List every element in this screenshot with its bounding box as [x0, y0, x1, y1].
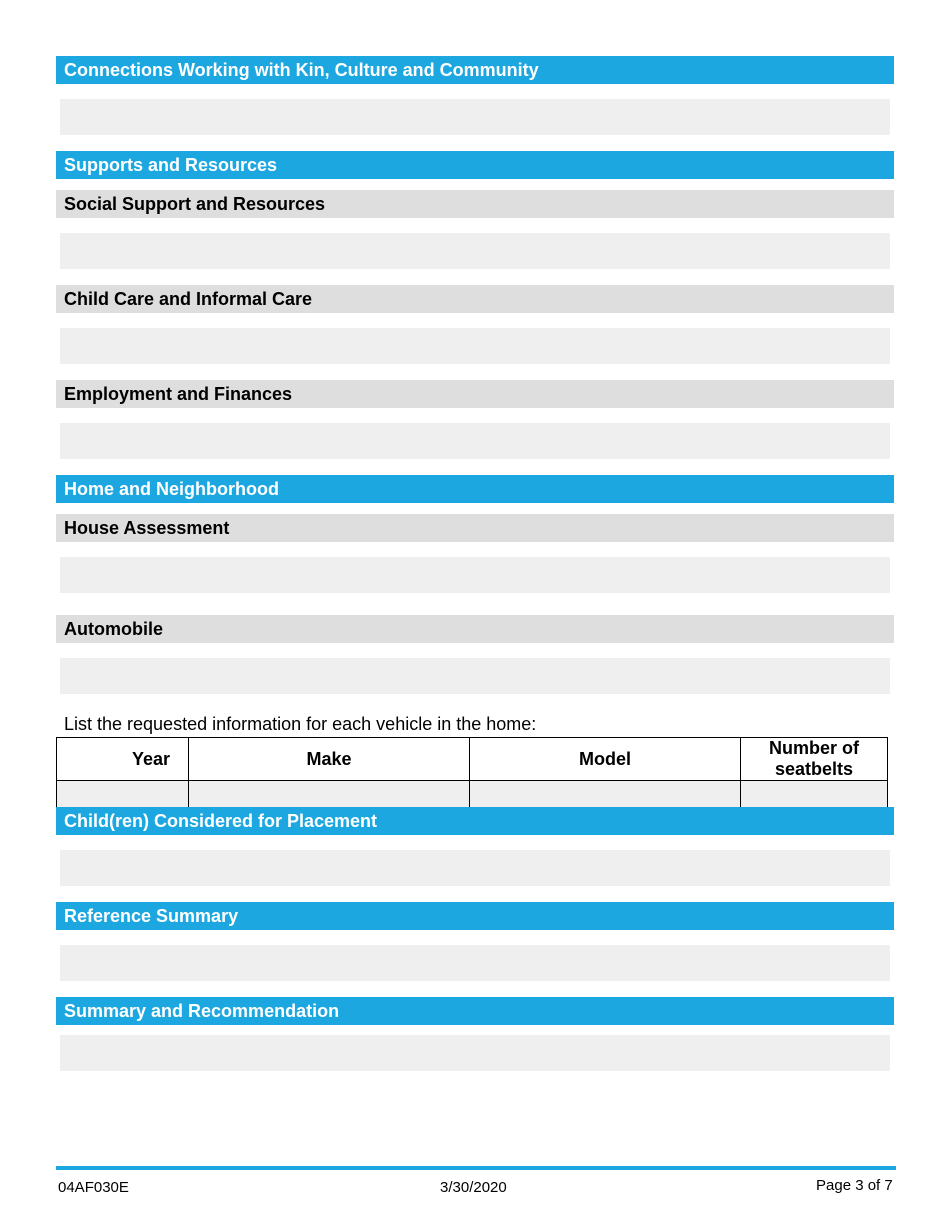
seatbelts-cell[interactable] [741, 781, 888, 810]
column-header-seatbelts: Number of seatbelts [741, 738, 888, 781]
year-cell[interactable] [57, 781, 189, 810]
vehicle-instruction: List the requested information for each vehicle in the home: [64, 714, 537, 734]
subsection-header-automobile: Automobile [56, 615, 894, 643]
section-header-supports: Supports and Resources [56, 151, 894, 179]
vehicle-table-header-row [57, 738, 888, 781]
column-header-year: Year [57, 738, 189, 781]
subsection-header-social-support: Social Support and Resources [56, 190, 894, 218]
reference-field[interactable] [60, 945, 890, 981]
model-cell[interactable] [470, 781, 741, 810]
table-row [57, 781, 888, 810]
section-header-connections: Connections Working with Kin, Culture and Community [56, 56, 894, 84]
section-header-reference: Reference Summary [56, 902, 894, 930]
house-assessment-field[interactable] [60, 557, 890, 593]
child-care-field[interactable] [60, 328, 890, 364]
form-number: 04AF030E [58, 1179, 129, 1196]
social-support-field[interactable] [60, 233, 890, 269]
summary-field[interactable] [60, 1035, 890, 1071]
column-header-make: Make [189, 738, 470, 781]
vehicle-table [56, 737, 888, 810]
subsection-header-employment: Employment and Finances [56, 380, 894, 408]
section-header-children: Child(ren) Considered for Placement [56, 807, 894, 835]
column-header-model: Model [470, 738, 741, 781]
section-header-summary: Summary and Recommendation [56, 997, 894, 1025]
section-header-home: Home and Neighborhood [56, 475, 894, 503]
subsection-header-child-care: Child Care and Informal Care [56, 285, 894, 313]
page-number: Page 3 of 7 [816, 1177, 893, 1194]
children-field[interactable] [60, 850, 890, 886]
footer-divider [56, 1166, 896, 1170]
automobile-field[interactable] [60, 658, 890, 694]
make-cell[interactable] [189, 781, 470, 810]
employment-field[interactable] [60, 423, 890, 459]
form-date: 3/30/2020 [440, 1179, 507, 1196]
subsection-header-house-assessment: House Assessment [56, 514, 894, 542]
connections-field[interactable] [60, 99, 890, 135]
